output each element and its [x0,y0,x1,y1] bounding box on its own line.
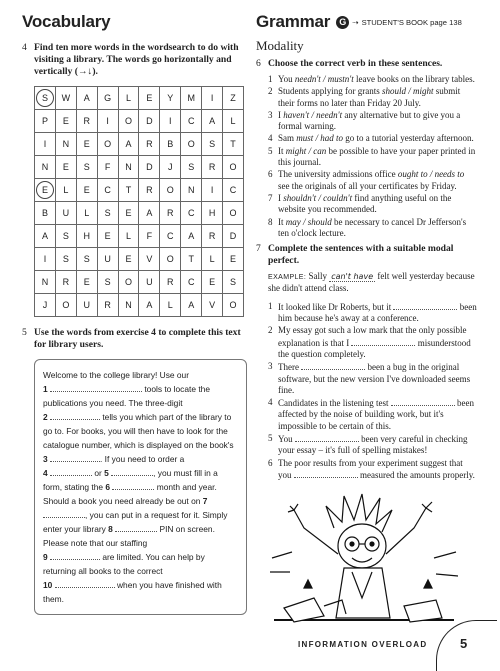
wordsearch-cell[interactable]: T [181,248,202,271]
wordsearch-cell[interactable]: S [55,248,76,271]
item-text-pre: My essay got such a low mark that the only possible explanation is that I [278,325,467,348]
exercise-7-item [268,458,478,482]
exercise-6-header [256,58,478,70]
wordsearch-cell[interactable]: A [139,294,160,317]
wordsearch-cell[interactable]: R [76,110,97,133]
item-text-post: submit their forms no later than Friday 20 July. [278,86,461,108]
item-text-post: measured the amounts properly. [360,469,475,480]
item-text-pre: It [278,145,286,156]
exercise-7-item [268,325,478,360]
item-text-post: been him because he's away at a conference. [278,301,477,324]
circled-letter-marker [36,181,54,199]
wordsearch-cell[interactable]: M [181,87,202,110]
text-segment: or [94,468,102,478]
item-text-post: been a bug in the original software, but the new version I've downloaded seems fine. [278,362,471,395]
wordsearch-row [35,248,244,271]
wordsearch-cell[interactable]: I [35,248,56,271]
item-text-pre: You [278,74,295,84]
item-number: 4 [268,397,273,408]
wordsearch-cell[interactable]: R [202,156,223,179]
exercise-7-item [268,301,478,325]
wordsearch-cell[interactable]: E [97,225,118,248]
wordsearch-cell[interactable] [35,179,56,202]
wordsearch-cell[interactable]: N [181,179,202,202]
wordsearch-cell[interactable]: A [35,225,56,248]
item-text-post: be necessary to cancel Dr Jefferson's ten o'clock lecture. [278,216,467,238]
gap-number: 1 [43,384,48,394]
wordsearch-cell[interactable]: S [223,271,244,294]
example-label: EXAMPLE: [268,274,307,282]
item-number: 2 [268,86,273,97]
wordsearch-cell[interactable]: L [118,87,139,110]
item-number: 2 [268,325,273,336]
exercise-instruction: Find ten more words in the wordsearch to do with visiting a library. The words go horizontally and vertically (→↓). [34,42,239,77]
wordsearch-row [35,133,244,156]
exercise-6-item [268,133,478,144]
exercise-6-item [268,86,478,109]
wordsearch-cell[interactable]: O [118,110,139,133]
verb-choice[interactable]: may / should [285,216,332,227]
answer-gap[interactable] [55,579,115,588]
verb-choice[interactable]: must / had to [296,133,344,144]
wordsearch-cell[interactable]: R [139,179,160,202]
item-number: 6 [268,169,273,180]
answer-gap[interactable] [391,397,455,406]
wordsearch-cell[interactable]: O [97,133,118,156]
grammar-column [256,12,478,482]
exercise-7-item [268,433,478,457]
item-number: 7 [268,192,273,203]
wordsearch-cell[interactable]: S [202,133,223,156]
wordsearch-cell[interactable]: L [223,110,244,133]
item-text-post: find anything useful on the website you recommended. [278,192,452,215]
wordsearch-cell[interactable]: T [118,179,139,202]
answer-gap[interactable] [50,467,92,476]
wordsearch-cell[interactable]: O [160,179,181,202]
text-segment: . If you need to order a [100,454,185,464]
exercise-6-item [268,217,478,240]
item-text-pre: I [278,192,284,203]
verb-choice[interactable]: should / might [382,86,434,97]
gap-number: 9 [43,552,48,562]
answer-gap[interactable] [301,361,365,370]
answer-gap[interactable] [351,337,415,346]
wordsearch-cell[interactable]: O [181,133,202,156]
wordsearch-cell[interactable]: V [202,294,223,317]
stressed-student-illustration [264,488,464,638]
item-text [278,110,478,133]
answer-gap[interactable] [50,411,100,420]
wordsearch-cell[interactable]: E [118,248,139,271]
item-text-pre: The poor results from your experiment suggest that you [278,457,463,480]
answer-gap[interactable] [111,467,153,476]
wordsearch-cell[interactable]: O [160,248,181,271]
item-text-post: any alternative but to give you a formal warning. [278,109,461,132]
wordsearch-row [35,202,244,225]
item-text [278,74,475,85]
wordsearch-cell[interactable]: S [76,156,97,179]
wordsearch-letter: S [41,93,48,103]
item-text [278,146,478,169]
wordsearch-cell[interactable]: O [223,156,244,179]
item-text-post: leave books on the library tables. [353,74,475,84]
item-text [278,86,478,109]
wordsearch-cell[interactable]: E [202,271,223,294]
item-text-pre: Candidates in the listening test [278,398,389,409]
item-number: 5 [268,433,273,444]
item-text-post: been affected by the noise of building work, but it's impossible to be certain of this. [278,398,474,431]
wordsearch-cell[interactable]: J [160,156,181,179]
wordsearch-cell[interactable]: B [35,202,56,225]
grammar-g-icon: G [336,16,349,29]
text-segment: PIN on screen. Please note that our staffing [43,524,215,548]
answer-gap[interactable] [115,523,157,532]
exercise-5-header [22,327,244,351]
circled-letter-marker [36,89,54,107]
wordsearch-cell[interactable]: E [76,271,97,294]
item-text [278,433,478,457]
wordsearch-cell[interactable]: O [223,294,244,317]
wordsearch-cell[interactable]: P [35,110,56,133]
wordsearch-row [35,225,244,248]
exercise-number: 5 [22,327,27,338]
answer-gap[interactable] [393,301,457,310]
wordsearch-cell[interactable]: H [202,202,223,225]
wordsearch-cell[interactable]: L [76,202,97,225]
gap-number: 10 [43,580,53,590]
example-text: Sally [308,271,327,282]
answer-gap[interactable] [112,481,154,490]
wordsearch-row [35,179,244,202]
wordsearch-cell[interactable]: H [76,225,97,248]
item-number: 1 [268,74,273,84]
wordsearch-cell[interactable]: E [76,133,97,156]
item-number: 5 [268,145,273,156]
exercise-6-item [268,110,478,133]
answer-gap[interactable] [295,433,359,442]
item-text [278,169,478,192]
wordsearch-row [35,156,244,179]
gap-number: 3 [43,454,48,464]
wordsearch-cell[interactable]: C [181,110,202,133]
wordsearch-cell[interactable]: E [76,179,97,202]
item-number: 1 [268,300,273,311]
wordsearch-cell[interactable]: D [139,110,160,133]
gap-number: 2 [43,412,48,422]
item-text [278,458,478,482]
wordsearch-cell[interactable]: I [202,87,223,110]
gap-number: 5 [104,468,109,478]
item-text-post: see the originals of all your certificates by Friday. [278,180,457,191]
wordsearch-row [35,294,244,317]
exercise-7-list [256,301,478,481]
example-text: felt well yesterday because she didn't attend class. [268,271,475,294]
wordsearch-cell[interactable]: F [139,225,160,248]
wordsearch-cell[interactable]: E [139,87,160,110]
unit-footer: INFORMATION OVERLOAD [298,640,428,649]
wordsearch-cell[interactable]: A [118,133,139,156]
students-book-reference: STUDENT'S BOOK page 138 [361,17,462,27]
wordsearch-cell[interactable]: T [223,133,244,156]
exercise-6-item [268,74,478,85]
page-number: 5 [460,636,468,651]
item-text-pre: It [278,216,286,227]
exercise-4-header [22,42,244,78]
text-segment: tells you which part of the library to go to. For books, you will then have to look for the catalogue number, which is displayed on the book's [43,412,234,450]
wordsearch-cell[interactable]: N [118,294,139,317]
gap-number: 4 [43,468,48,478]
library-text-box [34,359,247,615]
item-text [278,301,478,325]
wordsearch-cell[interactable]: A [139,202,160,225]
grammar-title: Grammar [256,12,331,31]
wordsearch-cell[interactable]: A [76,87,97,110]
exercise-7-item [268,397,478,432]
example-answer: can't have [331,272,374,282]
item-text-post: be possible to have your paper printed in this journal. [278,145,476,168]
exercise-6-item [268,146,478,169]
exercise-instruction: Use the words from exercise 4 to complete this text for library users. [34,327,241,350]
item-text-pre: Sam [278,133,297,144]
item-text-pre: Students applying for grants [278,86,382,97]
wordsearch-cell[interactable]: U [76,294,97,317]
vocabulary-column [22,12,244,615]
wordsearch-cell[interactable]: S [97,271,118,294]
wordsearch-cell[interactable]: R [202,225,223,248]
exercise-6-list [256,74,478,239]
wordsearch-cell[interactable]: Y [160,87,181,110]
exercise-number: 6 [256,58,261,69]
gap-number: 8 [108,524,113,534]
item-number: 8 [268,216,273,227]
wordsearch-cell[interactable]: C [97,179,118,202]
item-number: 3 [268,361,273,372]
item-text-pre: It looked like Dr Roberts, but it [278,301,392,312]
item-text [278,361,478,396]
wordsearch-cell[interactable]: J [35,294,56,317]
item-text [278,325,478,360]
wordsearch-cell[interactable]: U [97,248,118,271]
text-segment: , you can put in a request for it. Simply enter your library [43,510,228,534]
gap-number: 6 [105,482,111,492]
wordsearch-row [35,271,244,294]
wordsearch-cell[interactable]: R [160,202,181,225]
item-text [278,397,478,432]
wordsearch-cell[interactable]: U [55,202,76,225]
wordsearch-cell[interactable]: U [139,271,160,294]
verb-choice[interactable]: haven't / needn't [283,109,343,120]
wordsearch-cell[interactable]: I [202,179,223,202]
item-text-pre: I [278,109,284,120]
exercise-7-example [268,271,478,295]
wordsearch-cell[interactable]: W [55,87,76,110]
exercise-instruction: Complete the sentences with a suitable modal perfect. [268,243,454,267]
arrow-icon: ⇢ [352,17,359,27]
wordsearch-cell[interactable]: S [181,156,202,179]
exercise-7-item [268,361,478,396]
gap-number: 7 [202,496,208,506]
wordsearch-cell[interactable]: I [97,110,118,133]
wordsearch-cell[interactable]: Z [223,87,244,110]
wordsearch-cell[interactable]: S [76,248,97,271]
exercise-number: 7 [256,243,261,255]
exercise-instruction: Choose the correct verb in these sentences. [268,58,443,69]
item-text-post: been very careful in checking your essay – it's full of spelling mistakes! [278,434,468,456]
text-segment: are limited. You can help by returning all books to the correct [43,552,205,576]
answer-gap[interactable] [50,383,142,392]
exercise-7-header [256,243,478,267]
answer-gap[interactable] [50,551,100,560]
wordsearch-cell[interactable]: L [202,248,223,271]
wordsearch-cell[interactable]: N [118,156,139,179]
wordsearch-cell[interactable]: R [160,271,181,294]
wordsearch-cell[interactable]: O [55,294,76,317]
item-text-post: misunderstood the question completely. [278,337,471,359]
wordsearch-cell[interactable]: D [223,225,244,248]
item-text [278,193,478,216]
wordsearch-cell[interactable]: R [139,133,160,156]
answer-gap[interactable] [43,509,85,518]
item-text-post: go to a tutorial yesterday afternoon. [343,133,474,144]
wordsearch-cell[interactable]: C [160,225,181,248]
item-text [278,217,478,240]
wordsearch-cell[interactable]: G [97,87,118,110]
wordsearch-cell[interactable]: E [55,110,76,133]
wordsearch-cell[interactable]: O [118,271,139,294]
item-number: 6 [268,457,273,468]
verb-choice[interactable]: ought to / needs to [397,169,465,180]
verb-choice[interactable]: shouldn't / couldn't [283,192,353,203]
text-segment: month and year. Should a book you need already be out on [43,482,217,506]
wordsearch-cell[interactable]: A [181,294,202,317]
wordsearch-cell[interactable]: O [223,202,244,225]
vocabulary-title: Vocabulary [22,12,111,31]
item-text-pre: The university admissions office [278,169,398,180]
wordsearch-cell[interactable]: S [97,202,118,225]
wordsearch-cell[interactable]: R [55,271,76,294]
wordsearch-cell[interactable]: B [160,133,181,156]
wordsearch-cell[interactable]: L [118,225,139,248]
item-number: 3 [268,109,273,120]
wordsearch-cell[interactable]: A [202,110,223,133]
verb-choice[interactable]: needn't / mustn't [294,74,354,84]
wordsearch-grid [34,86,244,317]
wordsearch-cell[interactable]: D [139,156,160,179]
item-text [278,133,474,144]
wordsearch-cell[interactable]: R [97,294,118,317]
wordsearch-cell[interactable] [35,87,56,110]
exercise-6-item [268,169,478,192]
wordsearch-letter: E [41,185,48,195]
wordsearch-cell[interactable]: C [181,202,202,225]
wordsearch-cell[interactable]: N [35,156,56,179]
wordsearch-cell[interactable]: L [55,179,76,202]
item-number: 4 [268,133,273,144]
wordsearch-cell[interactable]: C [223,179,244,202]
wordsearch-cell[interactable]: A [181,225,202,248]
item-text-pre: You [278,434,293,445]
wordsearch-cell[interactable]: N [35,271,56,294]
item-text-pre: There [278,362,299,373]
wordsearch-row [35,87,244,110]
answer-gap[interactable] [50,453,100,462]
wordsearch-row [35,110,244,133]
wordsearch-cell[interactable]: C [181,271,202,294]
exercise-number: 4 [22,42,27,53]
exercise-6-item [268,193,478,216]
grammar-header [256,12,478,32]
text-segment: Welcome to the college library! Use our [43,370,190,380]
wordsearch-cell[interactable]: I [35,133,56,156]
wordsearch-cell[interactable]: S [55,225,76,248]
wordsearch-cell[interactable]: E [223,248,244,271]
text-segment: tools to locate the publications you need. The three-digit [43,384,210,408]
wordsearch-cell[interactable]: I [160,110,181,133]
wordsearch-cell[interactable]: V [139,248,160,271]
answer-gap[interactable] [294,469,358,478]
wordsearch-cell[interactable]: F [97,156,118,179]
wordsearch-cell[interactable]: E [55,156,76,179]
text-segment: when you have finished with them. [43,580,222,604]
text-segment: , you must fill in a form, stating the [43,468,218,492]
wordsearch-cell[interactable]: E [118,202,139,225]
verb-choice[interactable]: might / can [285,145,327,156]
grammar-subtitle: Modality [256,38,304,53]
wordsearch-cell[interactable]: N [55,133,76,156]
wordsearch-cell[interactable]: L [160,294,181,317]
